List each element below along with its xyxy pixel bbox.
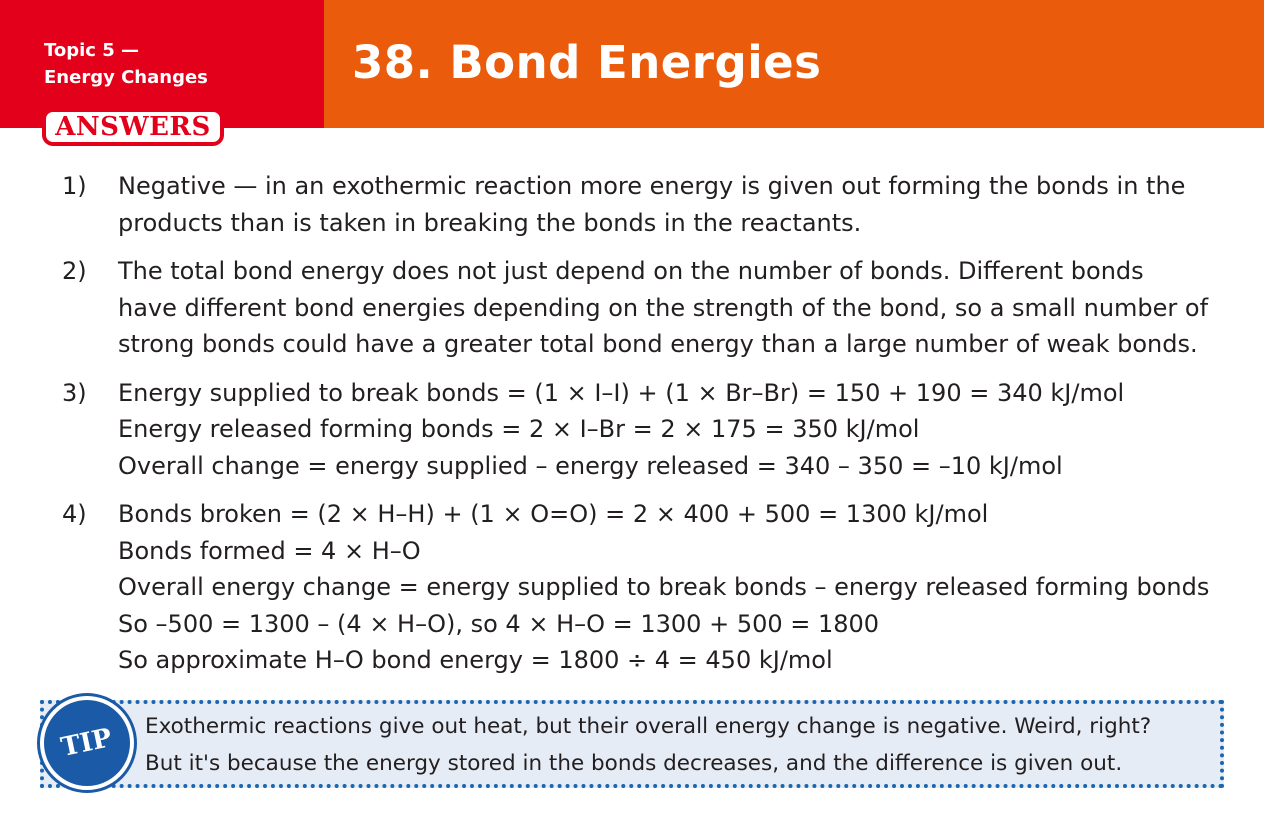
title-banner: [324, 0, 1264, 128]
answer-number: 2): [62, 257, 87, 285]
answer-line: So –500 = 1300 – (4 × H–O), so 4 × H–O = 1300 + 500 = 1800: [118, 609, 880, 638]
answer-number: 3): [62, 378, 87, 407]
answers-badge: ANSWERS: [42, 108, 224, 146]
answer-line: Bonds formed = 4 × H–O: [118, 536, 421, 565]
answer-line: The total bond energy does not just depend on the number of bonds. Different bonds: [118, 257, 1144, 285]
answer-line: products than is taken in breaking the bonds in the reactants.: [118, 208, 862, 237]
answer-line: Overall energy change = energy supplied to break bonds – energy released forming bonds: [118, 573, 1210, 601]
answer-item-2: [62, 253, 1242, 363]
answer-line: Bonds broken = (2 × H–H) + (1 × O=O) = 2 × 400 + 500 = 1300 kJ/mol: [118, 500, 989, 528]
topic-label: Topic 5 —: [44, 40, 140, 61]
answer-item-4: [62, 496, 1242, 679]
answer-line: strong bonds could have a greater total bond energy than a large number of weak bonds.: [118, 330, 1198, 358]
answer-line: Energy released forming bonds = 2 × I–Br = 2 × 175 = 350 kJ/mol: [118, 415, 920, 443]
tip-line: Exothermic reactions give out heat, but their overall energy change is negative. Weird, right?: [145, 714, 1152, 739]
topic-name: Energy Changes: [44, 67, 208, 88]
answer-number: 1): [62, 172, 87, 200]
tip-line: But it's because the energy stored in the bonds decreases, and the difference is given out.: [145, 751, 1123, 776]
answer-line: Negative — in an exothermic reaction more energy is given out forming the bonds in the: [118, 172, 1186, 200]
answer-line: have different bond energies depending on the strength of the bond, so a small number of: [118, 293, 1209, 322]
tip-badge-label: TIP: [58, 723, 116, 763]
page-title: 38. Bond Energies: [352, 36, 822, 89]
tip-text: [145, 708, 1215, 782]
answer-line: So approximate H–O bond energy = 1800 ÷ 4 = 450 kJ/mol: [118, 646, 833, 674]
answer-line: Overall change = energy supplied – energy released = 340 – 350 = –10 kJ/mol: [118, 451, 1063, 480]
answer-item-3: [62, 375, 1242, 485]
answer-item-1: [62, 168, 1242, 241]
answer-number: 4): [62, 500, 87, 528]
answer-line: Energy supplied to break bonds = (1 × I–I) + (1 × Br–Br) = 150 + 190 = 340 kJ/mol: [118, 378, 1125, 407]
answers-list: [62, 168, 1242, 679]
tip-badge-icon: [40, 696, 134, 790]
